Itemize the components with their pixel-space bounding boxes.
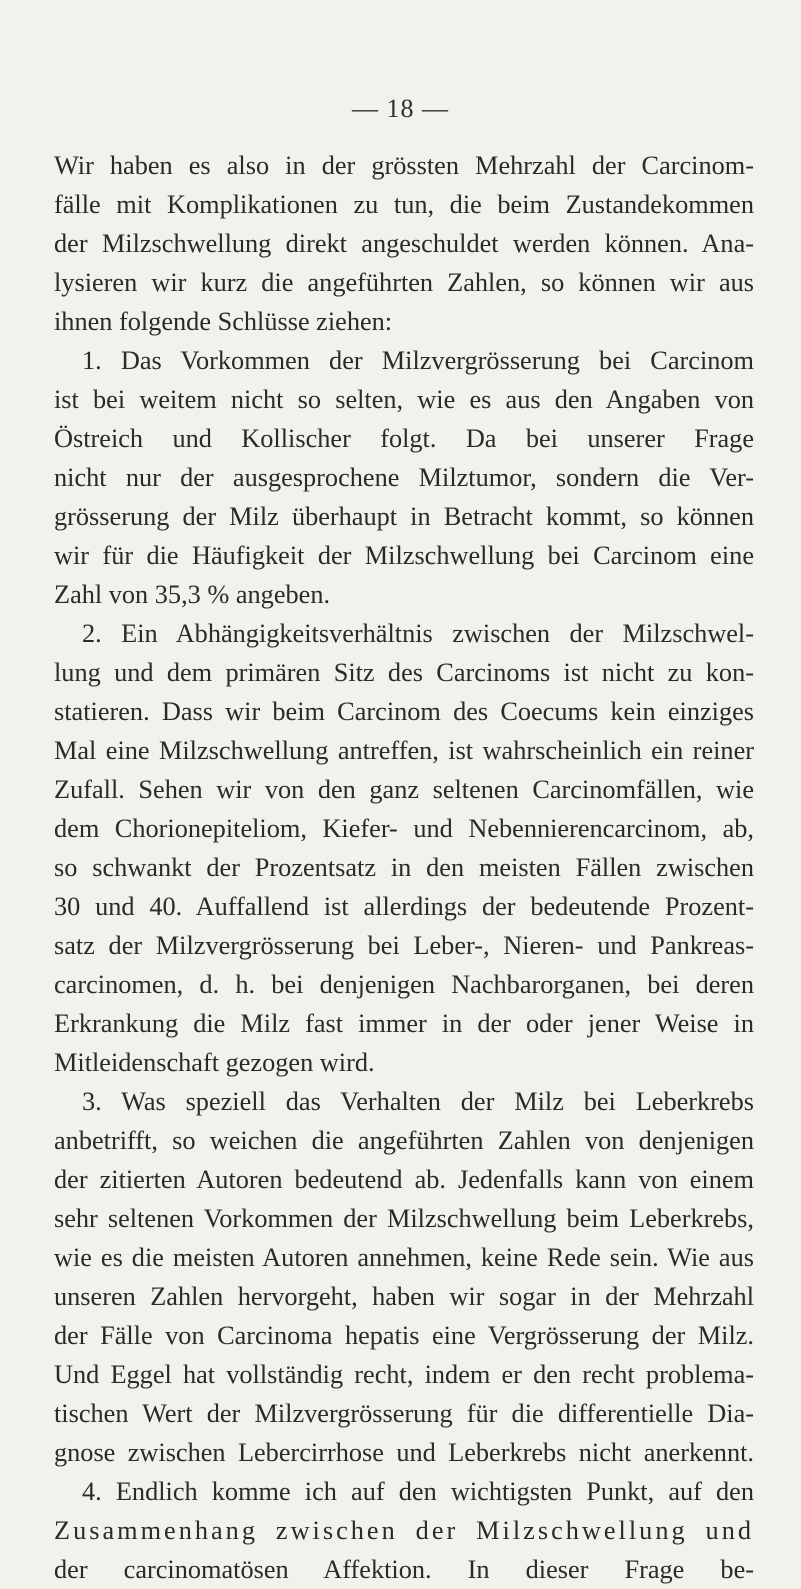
text-line: ihnen folgende Schlüsse ziehen: xyxy=(54,307,393,336)
text-line: Zahl von 35,3 % angeben. xyxy=(54,580,331,609)
text-line: wie es die meisten Autoren annehmen, keine Rede sein. Wie aus xyxy=(54,1243,754,1272)
text-line: Und Eggel hat vollständig recht, indem er den recht problema- xyxy=(54,1360,754,1389)
body-text xyxy=(54,146,754,1589)
text-line: Erkrankung die Milz fast immer in der oder jener Weise in xyxy=(54,1009,754,1038)
text-line: 3. Was speziell das Verhalten der Milz bei Leberkrebs xyxy=(82,1087,754,1116)
text-line: der carcinomatösen Affektion. In dieser Frage be- xyxy=(54,1555,754,1584)
text-line: carcinomen, d. h. bei denjenigen Nachbarorganen, bei deren xyxy=(54,970,754,999)
text-line: so schwankt der Prozentsatz in den meisten Fällen zwischen xyxy=(54,853,754,882)
text-line: 2. Ein Abhängigkeitsverhältnis zwischen der Milzschwel- xyxy=(82,619,754,648)
text-line: satz der Milzvergrösserung bei Leber-, Nieren- und Pankreas- xyxy=(54,931,754,960)
text-line: lysieren wir kurz die angeführten Zahlen, so können wir aus xyxy=(54,268,754,297)
text-line: Mal eine Milzschwellung antreffen, ist wahrscheinlich ein reiner xyxy=(54,736,754,765)
text-line: der Fälle von Carcinoma hepatis eine Vergrösserung der Milz. xyxy=(54,1321,754,1350)
text-line: ist bei weitem nicht so selten, wie es aus den Angaben von xyxy=(54,385,754,414)
text-line: statieren. Dass wir beim Carcinom des Coecums kein einziges xyxy=(54,697,754,726)
text-line: gnose zwischen Lebercirrhose und Leberkrebs nicht anerkennt. xyxy=(54,1438,754,1467)
text-line: dem Chorionepiteliom, Kiefer- und Nebennierencarcinom, ab, xyxy=(54,814,754,843)
page-number: — 18 — xyxy=(352,94,449,123)
text-line: wir für die Häufigkeit der Milzschwellung bei Carcinom eine xyxy=(54,541,754,570)
text-line: anbetrifft, so weichen die angeführten Zahlen von denjenigen xyxy=(54,1126,754,1155)
text-line: grösserung der Milz überhaupt in Betracht kommt, so können xyxy=(54,502,754,531)
text-line: fälle mit Komplikationen zu tun, die beim Zustandekommen xyxy=(54,190,754,219)
text-line: Zusammenhang zwischen der Milzschwellung und xyxy=(54,1516,754,1545)
text-line: 1. Das Vorkommen der Milzvergrösserung bei Carcinom xyxy=(82,346,754,375)
text-line: Wir haben es also in der grössten Mehrzahl der Carcinom- xyxy=(54,151,754,180)
text-line: 4. Endlich komme ich auf den wichtigsten Punkt, auf den xyxy=(82,1477,754,1506)
text-line: sehr seltenen Vorkommen der Milzschwellung beim Leberkrebs, xyxy=(54,1204,754,1233)
text-line: unseren Zahlen hervorgeht, haben wir sogar in der Mehrzahl xyxy=(54,1282,754,1311)
text-line: nicht nur der ausgesprochene Milztumor, sondern die Ver- xyxy=(54,463,754,492)
text-line: der Milzschwellung direkt angeschuldet werden können. Ana- xyxy=(54,229,754,258)
text-line: Mitleidenschaft gezogen wird. xyxy=(54,1048,375,1077)
text-line: der zitierten Autoren bedeutend ab. Jedenfalls kann von einem xyxy=(54,1165,754,1194)
text-line: tischen Wert der Milzvergrösserung für die differentielle Dia- xyxy=(54,1399,754,1428)
text-line: Östreich und Kollischer folgt. Da bei unserer Frage xyxy=(54,424,754,453)
text-line: lung und dem primären Sitz des Carcinoms ist nicht zu kon- xyxy=(54,658,754,687)
text-line: 30 und 40. Auffallend ist allerdings der bedeutende Prozent- xyxy=(54,892,754,921)
text-line: Zufall. Sehen wir von den ganz seltenen Carcinomfällen, wie xyxy=(54,775,754,804)
